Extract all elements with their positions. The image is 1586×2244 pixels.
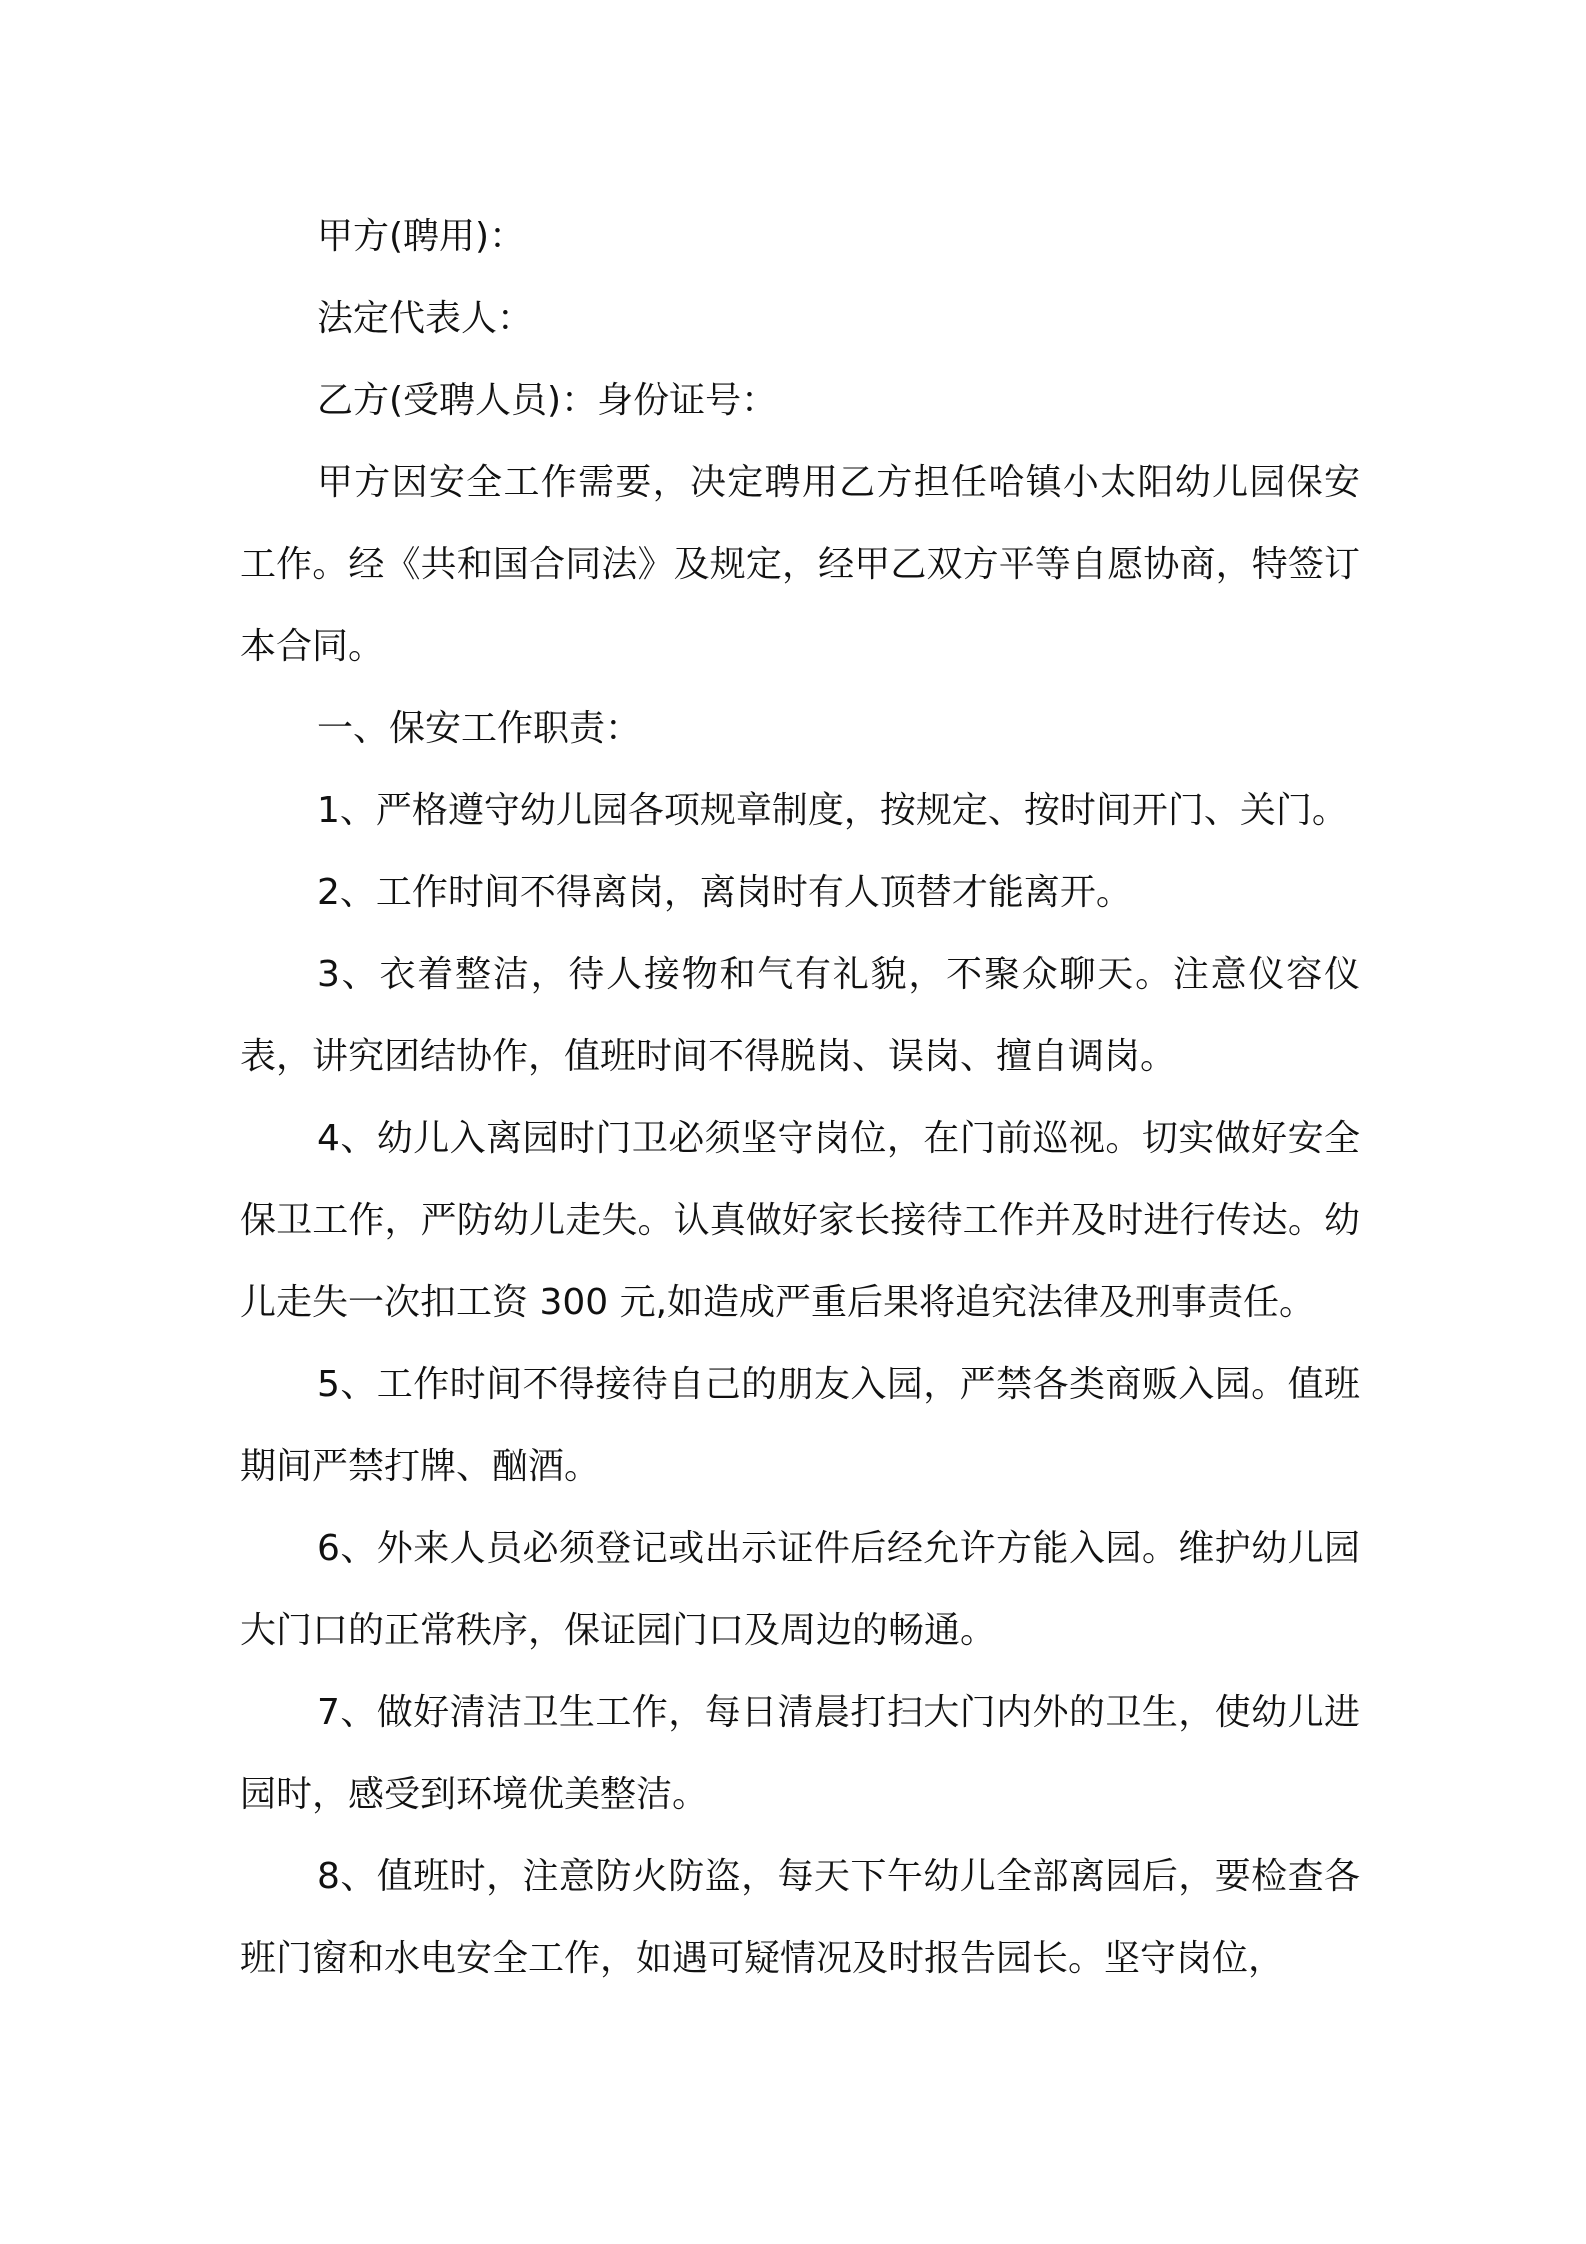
duty-item-2: 2、工作时间不得离岗，离岗时有人顶替才能离开。 — [317, 872, 1132, 913]
duty-item-5: 5、工作时间不得接待自己的朋友入园，严禁各类商贩入园。值班期间严禁打牌、酗酒。 — [240, 1364, 1360, 1487]
duty-item-6: 6、外来人员必须登记或出示证件后经允许方能入园。维护幼儿园大门口的正常秩序，保证园门口及周边的畅通。 — [240, 1528, 1360, 1651]
duty-item-3: 3、衣着整洁，待人接物和气有礼貌，不聚众聊天。注意仪容仪表，讲究团结协作，值班时间不得脱岗、误岗、擅自调岗。 — [240, 954, 1360, 1077]
document-body — [240, 196, 1360, 2000]
party-b-line: 乙方(受聘人员)：身份证号： — [317, 380, 778, 421]
section-heading-duties: 一、保安工作职责： — [317, 708, 642, 749]
intro-paragraph: 甲方因安全工作需要，决定聘用乙方担任哈镇小太阳幼儿园保安工作。经《共和国合同法》及规定，经甲乙双方平等自愿协商，特签订本合同。 — [240, 462, 1360, 667]
legal-representative-line: 法定代表人： — [317, 298, 534, 339]
duty-item-7: 7、做好清洁卫生工作，每日清晨打扫大门内外的卫生，使幼儿进园时，感受到环境优美整洁。 — [240, 1692, 1360, 1815]
duty-item-8: 8、值班时，注意防火防盗，每天下午幼儿全部离园后，要检查各班门窗和水电安全工作，如遇可疑情况及时报告园长。坚守岗位， — [240, 1856, 1360, 1979]
duty-item-1: 1、严格遵守幼儿园各项规章制度，按规定、按时间开门、关门。 — [317, 790, 1348, 831]
duty-item-4: 4、幼儿入离园时门卫必须坚守岗位，在门前巡视。切实做好安全保卫工作，严防幼儿走失。认真做好家长接待工作并及时进行传达。幼儿走失一次扣工资 300 元,如造成严重后果将追究法律及刑事责任。 — [240, 1118, 1360, 1323]
party-a-line: 甲方(聘用)： — [317, 216, 526, 257]
